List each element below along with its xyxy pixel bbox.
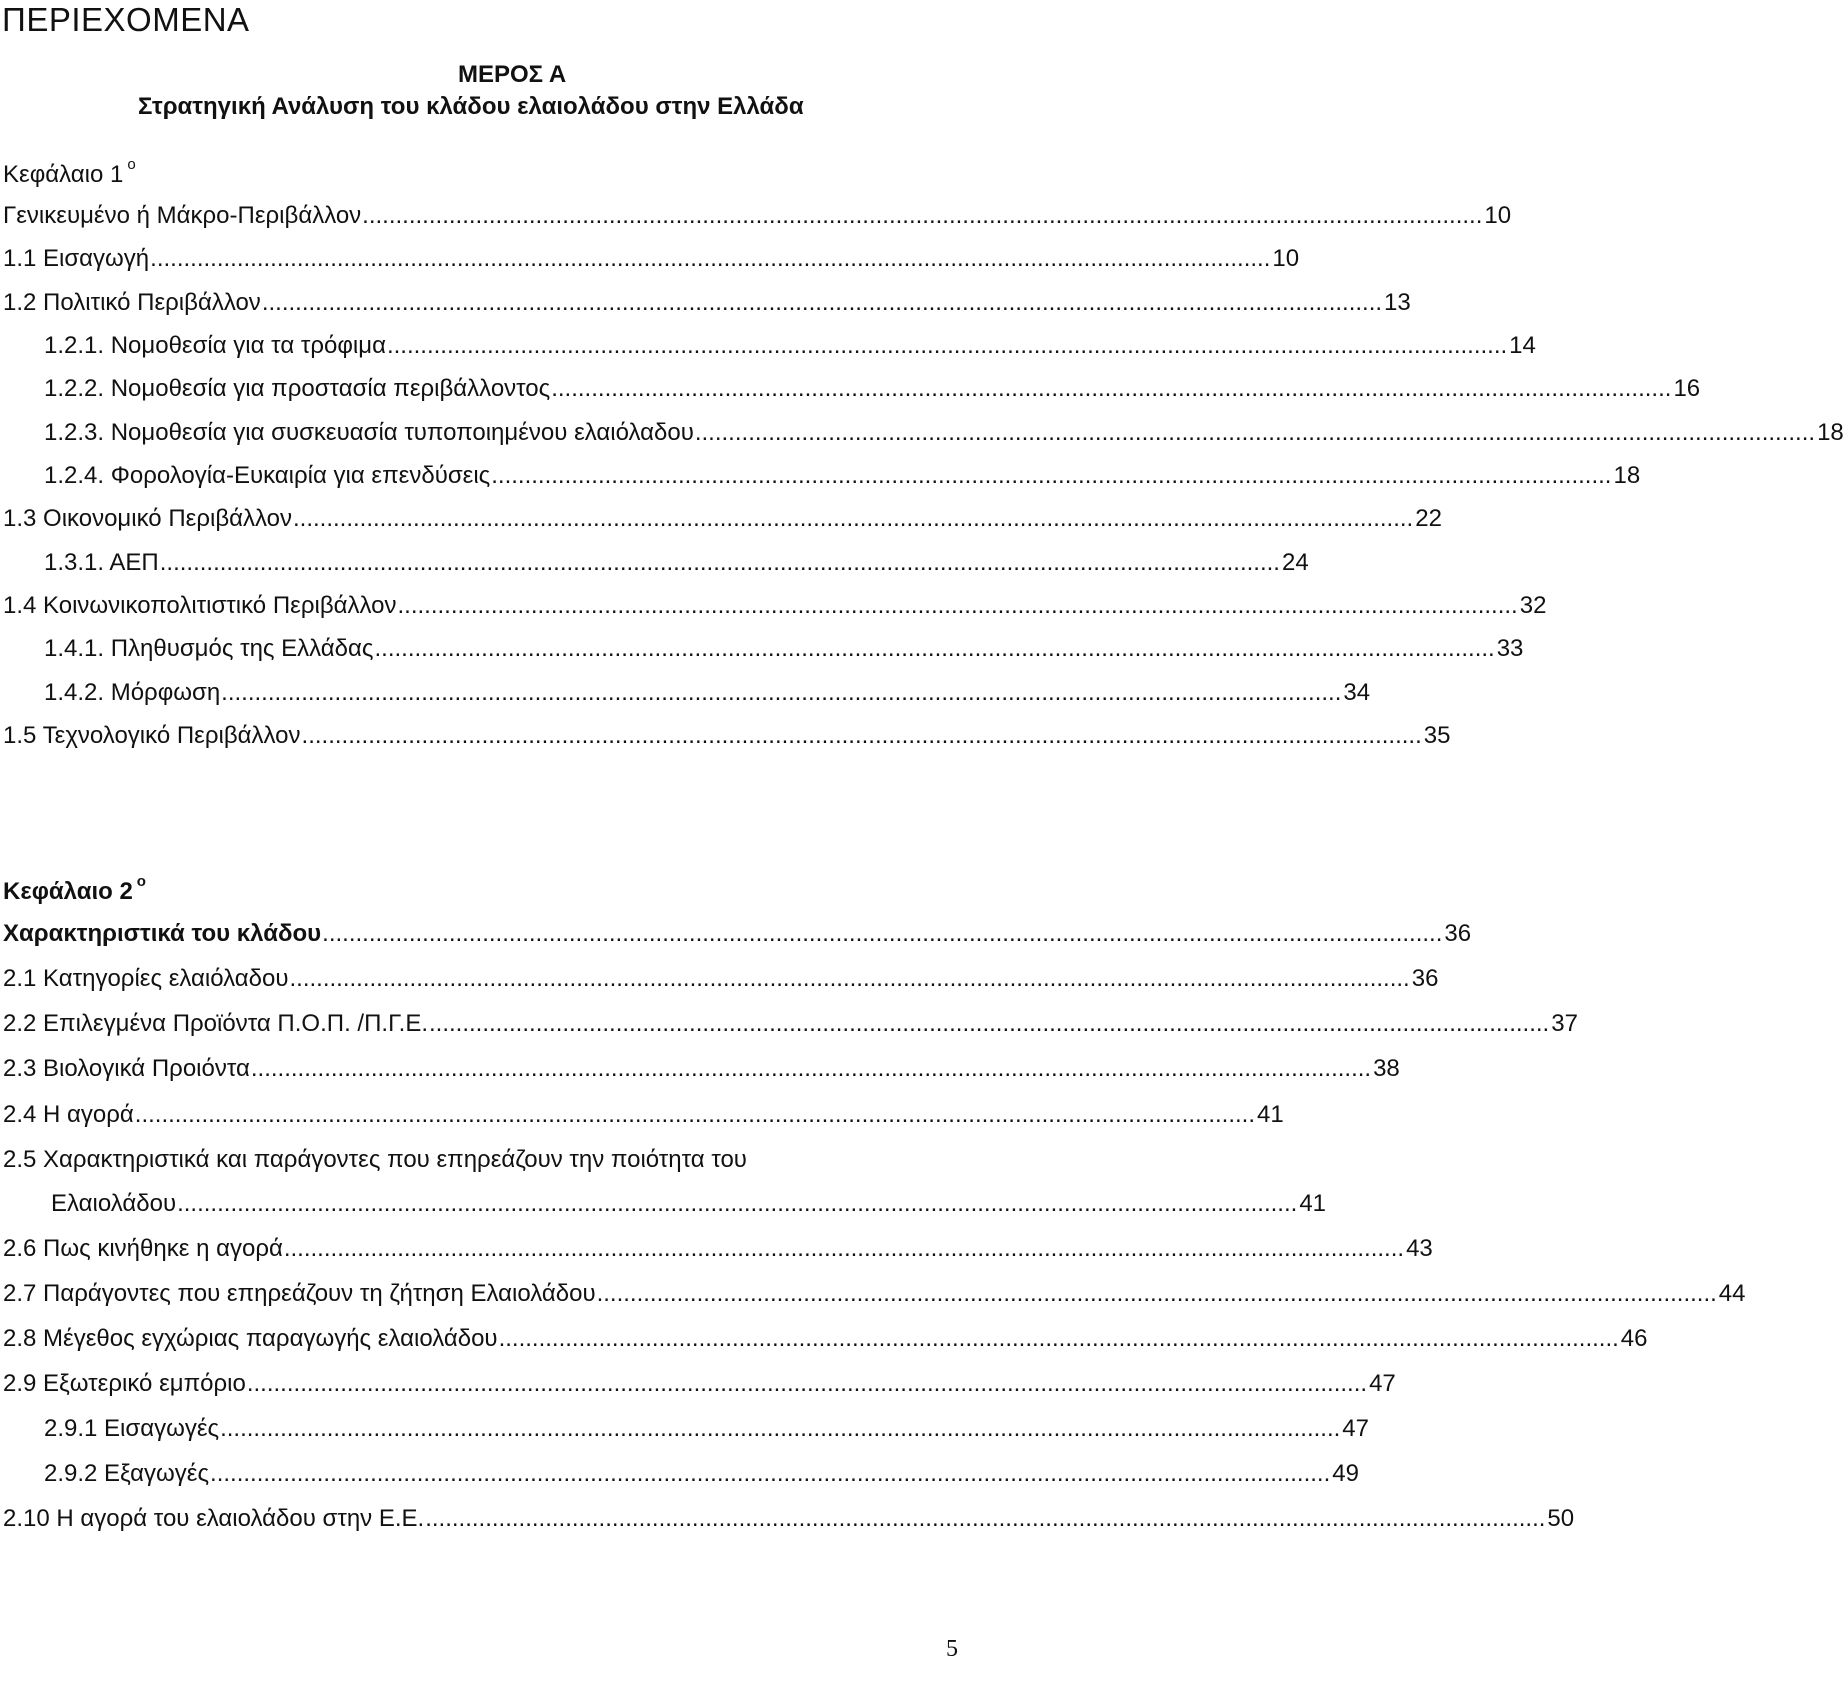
toc-entry-label: 1.2 Πολιτικό Περιβάλλον: [3, 289, 261, 316]
toc-leader-dots: ........................................................................................................................................................................: [220, 1415, 1341, 1442]
toc-entry[interactable]: [3, 1368, 1396, 1400]
chapter-heading-2: [3, 871, 146, 907]
toc-entry-label: Χαρακτηριστικά του κλάδου: [3, 920, 322, 947]
toc-leader-dots: ........................................................................................................................................................................: [491, 462, 1612, 489]
toc-leader-dots: ........................................................................................................................................................................: [301, 722, 1422, 749]
toc-entry[interactable]: [3, 200, 1512, 232]
toc-leader-dots: ........................................................................................................................................................................: [374, 635, 1495, 662]
toc-entry[interactable]: [3, 918, 1472, 950]
toc-entry-label: 2.9.1 Εισαγωγές: [44, 1415, 220, 1442]
toc-entry-label: 2.4 Η αγορά: [3, 1101, 134, 1128]
toc-entry[interactable]: [3, 503, 1442, 535]
toc-leader-dots: ........................................................................................................................................................................: [289, 965, 1410, 992]
page-title: ΠΕΡΙΕΧΟΜΕΝΑ: [2, 1, 250, 38]
toc-entry-label: 1.1 Εισαγωγή: [3, 245, 150, 272]
toc-entry-label: 1.4.2. Μόρφωση: [44, 679, 221, 706]
chapter-heading-1: [3, 154, 136, 190]
toc-entry-label: 2.3 Βιολογικά Προιόντα: [3, 1055, 250, 1082]
toc-entry[interactable]: [44, 547, 1309, 579]
toc-leader-dots: ........................................................................................................................................................................: [177, 1190, 1298, 1217]
toc-entry[interactable]: [3, 1008, 1578, 1040]
toc-leader-dots: ........................................................................................................................................................................: [386, 332, 1508, 359]
toc-entry-page: 43: [1406, 1235, 1433, 1262]
toc-leader-dots: ........................................................................................................................................................................: [221, 679, 1342, 706]
toc-entry-label: Γενικευμένο ή Μάκρο-Περιβάλλον: [3, 202, 362, 229]
toc-entry-label: 2.9.2 Εξαγωγές: [44, 1460, 210, 1487]
toc-entry[interactable]: [3, 1503, 1575, 1535]
toc-entry-label: 2.6 Πως κινήθηκε η αγορά: [3, 1235, 283, 1262]
toc-entry[interactable]: [44, 633, 1524, 665]
toc-entry[interactable]: [3, 720, 1451, 752]
toc-entry-page: 36: [1411, 965, 1439, 992]
toc-entry-page: 10: [1484, 202, 1512, 229]
toc-entry-label: 2.10 Η αγορά του ελαιολάδου στην Ε.Ε.: [3, 1505, 425, 1532]
toc-entry-label: 1.2.2. Νομοθεσία για προστασία περιβάλλοντος: [44, 375, 551, 402]
toc-entry-label: 2.8 Μέγεθος εγχώριας παραγωγής ελαιολάδου: [3, 1325, 498, 1352]
toc-entry-page: 47: [1342, 1415, 1369, 1442]
toc-leader-dots: ........................................................................................................................................................................: [362, 202, 1483, 229]
toc-entry-page: 35: [1423, 722, 1451, 749]
part-title: Στρατηγική Ανάλυση του κλάδου ελαιολάδου στην Ελλάδα: [138, 93, 804, 120]
toc-entry-label: 1.2.4. Φορολογία-Ευκαιρία για επενδύσεις: [44, 462, 491, 489]
toc-entry-label: 2.7 Παράγοντες που επηρεάζουν τη ζήτηση Ελαιολάδου: [3, 1280, 596, 1307]
toc-entry[interactable]: [3, 1323, 1648, 1355]
toc-leader-dots: ........................................................................................................................................................................: [134, 1101, 1255, 1128]
toc-leader-dots: ........................................................................................................................................................................: [283, 1235, 1405, 1262]
toc-entry-page: 18: [1817, 419, 1844, 446]
toc-entry[interactable]: [44, 417, 1844, 449]
toc-entry-label: 1.3.1. ΑΕΠ: [44, 549, 159, 576]
toc-leader-dots: ........................................................................................................................................................................: [596, 1280, 1717, 1307]
toc-entry-label: 2.2 Επιλεγμένα Προϊόντα Π.Ο.Π. /Π.Γ.Ε.: [3, 1010, 428, 1037]
toc-entry[interactable]: [44, 460, 1641, 492]
toc-leader-dots: ........................................................................................................................................................................: [261, 289, 1383, 316]
toc-leader-dots: ........................................................................................................................................................................: [246, 1370, 1368, 1397]
toc-entry-page: 24: [1281, 549, 1309, 576]
toc-entry-label: Ελαιολάδου: [51, 1190, 177, 1217]
toc-entry-page: 41: [1257, 1101, 1284, 1128]
toc-leader-dots: ........................................................................................................................................................................: [150, 245, 1271, 272]
toc-entry[interactable]: [3, 1233, 1433, 1265]
toc-leader-dots: ........................................................................................................................................................................: [250, 1055, 1372, 1082]
toc-entry-label: 1.3 Οικονομικό Περιβάλλον: [3, 505, 292, 532]
toc-entry-page: 34: [1343, 679, 1371, 706]
toc-entry[interactable]: [44, 330, 1536, 362]
toc-leader-dots: ........................................................................................................................................................................: [293, 505, 1414, 532]
toc-entry[interactable]: [3, 287, 1411, 319]
chapter-heading-superscript: ο: [136, 873, 146, 890]
toc-entry[interactable]: [3, 1099, 1284, 1131]
toc-entry-label-first-line: 2.5 Χαρακτηριστικά και παράγοντες που επηρεάζουν την ποιότητα του: [3, 1146, 747, 1173]
toc-entry[interactable]: [3, 590, 1547, 622]
toc-entry[interactable]: [44, 1413, 1369, 1445]
toc-entry[interactable]: [44, 677, 1371, 709]
toc-entry-label: 1.4 Κοινωνικοπολιτιστικό Περιβάλλον: [3, 592, 397, 619]
toc-entry-page: 32: [1519, 592, 1547, 619]
toc-entry-page: 41: [1299, 1190, 1327, 1217]
toc-entry-page: 18: [1613, 462, 1641, 489]
toc-entry-page: 13: [1384, 289, 1411, 316]
toc-entry-label: 2.1 Κατηγορίες ελαιόλαδου: [3, 965, 289, 992]
toc-entry-page: 38: [1373, 1055, 1400, 1082]
toc-leader-dots: ........................................................................................................................................................................: [397, 592, 1518, 619]
chapter-heading-text: Κεφάλαιο 2: [3, 878, 133, 905]
toc-entry-page: 50: [1547, 1505, 1575, 1532]
chapter-heading-superscript: ο: [127, 156, 136, 173]
toc-entry-page: 14: [1509, 332, 1536, 359]
toc-entry-label: 1.2.3. Νομοθεσία για συσκευασία τυποποιημένου ελαιόλαδου: [44, 419, 694, 446]
toc-entry-page: 36: [1444, 920, 1472, 947]
toc-entry-label: 1.2.1. Νομοθεσία για τα τρόφιμα: [44, 332, 386, 359]
toc-entry-page: 47: [1369, 1370, 1396, 1397]
toc-entry[interactable]: [44, 373, 1701, 405]
toc-entry-page: 33: [1496, 635, 1524, 662]
toc-leader-dots: ........................................................................................................................................................................: [498, 1325, 1619, 1352]
toc-entry-page: 16: [1673, 375, 1701, 402]
toc-entry-page: 49: [1332, 1460, 1359, 1487]
toc-entry-label: 2.9 Εξωτερικό εμπόριο: [3, 1370, 246, 1397]
toc-entry-label: 1.5 Τεχνολογικό Περιβάλλον: [3, 722, 301, 749]
toc-entry[interactable]: [3, 963, 1439, 995]
toc-leader-dots: ........................................................................................................................................................................: [429, 1010, 1550, 1037]
toc-entry-page: 46: [1620, 1325, 1648, 1352]
toc-leader-dots: ........................................................................................................................................................................: [551, 375, 1672, 402]
toc-entry-page: 37: [1551, 1010, 1578, 1037]
toc-entry[interactable]: [3, 1053, 1400, 1085]
chapter-heading-text: Κεφάλαιο 1: [3, 161, 124, 188]
toc-entry[interactable]: [51, 1188, 1327, 1220]
toc-entry[interactable]: [3, 1278, 1746, 1310]
toc-leader-dots: ........................................................................................................................................................................: [694, 419, 1816, 446]
toc-entry-label: 1.4.1. Πληθυσμός της Ελλάδας: [44, 635, 374, 662]
toc-entry[interactable]: [44, 1458, 1359, 1490]
toc-entry-page: 10: [1272, 245, 1300, 272]
toc-entry-page: 22: [1415, 505, 1442, 532]
toc-leader-dots: ........................................................................................................................................................................: [159, 549, 1280, 576]
toc-leader-dots: ........................................................................................................................................................................: [425, 1505, 1546, 1532]
toc-entry-page: 44: [1718, 1280, 1746, 1307]
toc-leader-dots: ........................................................................................................................................................................: [322, 920, 1443, 947]
part-label: ΜΕΡΟΣ Α: [458, 61, 567, 88]
page-number: 5: [946, 1636, 958, 1662]
toc-leader-dots: ........................................................................................................................................................................: [210, 1460, 1331, 1487]
toc-entry[interactable]: [3, 243, 1300, 275]
